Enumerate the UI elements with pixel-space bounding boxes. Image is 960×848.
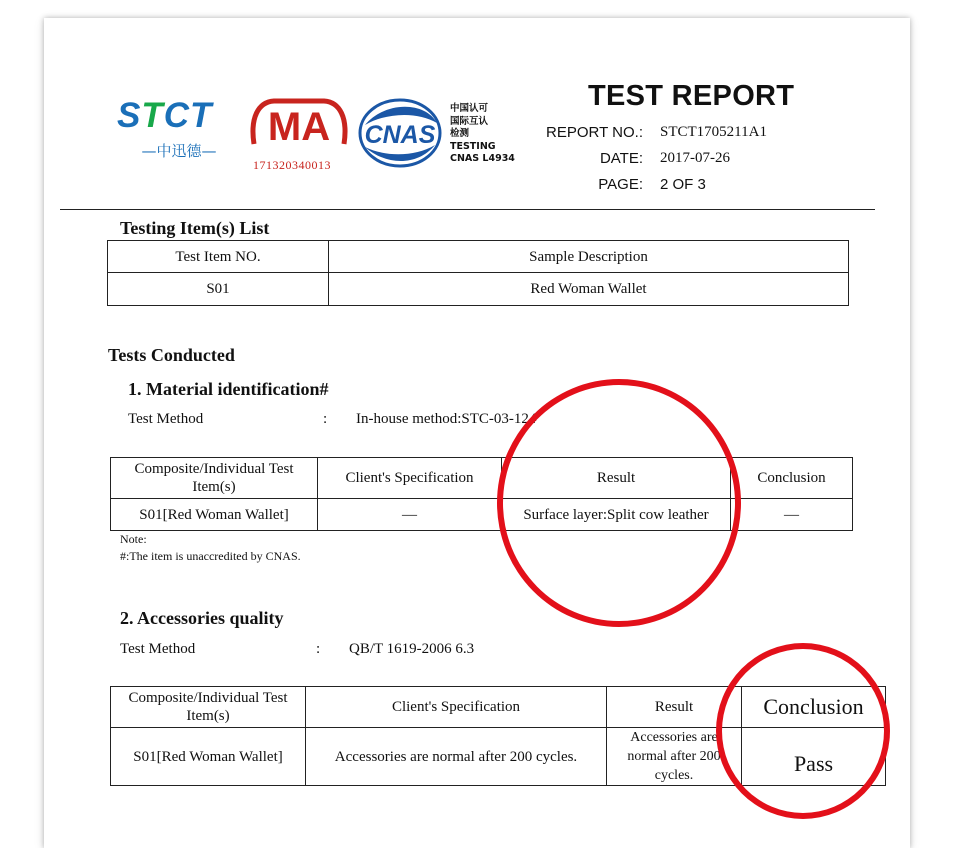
cma-logo xyxy=(250,98,348,148)
cma-letters: MA xyxy=(267,105,331,148)
section-2-method-label: Test Method xyxy=(120,641,196,657)
col-header-conclusion: Conclusion xyxy=(742,687,886,728)
cell-test-item: S01[Red Woman Wallet] xyxy=(111,728,306,786)
testing-items-table xyxy=(107,240,849,306)
col-header-client-spec: Client's Specification xyxy=(306,687,607,728)
header-divider xyxy=(60,209,875,210)
note-text: #:The item is unaccredited by CNAS. xyxy=(120,549,301,563)
tests-conducted-heading: Tests Conducted xyxy=(108,345,235,365)
table-row xyxy=(108,273,849,306)
date-label: DATE: xyxy=(599,150,643,167)
table-row xyxy=(111,499,853,531)
report-no-label: REPORT NO.: xyxy=(546,124,643,141)
col-header-conclusion: Conclusion xyxy=(731,458,853,499)
col-header-item-no: Test Item NO. xyxy=(108,241,329,273)
testing-items-heading: Testing Item(s) List xyxy=(120,218,270,238)
cell-conclusion: Pass xyxy=(742,728,886,786)
section-1-results-table xyxy=(110,457,853,531)
col-header-result: Result xyxy=(502,458,731,499)
section-1-title: 1. Material identification# xyxy=(128,379,329,399)
report-no-value: STCT1705211A1 xyxy=(660,124,767,140)
cnas-logo xyxy=(355,97,445,169)
cell-client-spec: — xyxy=(318,499,502,531)
stct-logo: STCT xyxy=(117,96,213,135)
col-header-test-item: Composite/Individual Test Item(s) xyxy=(111,687,306,728)
section-1-method-label: Test Method xyxy=(128,411,204,427)
cell-item-no: S01 xyxy=(108,273,329,306)
cma-number: 171320340013 xyxy=(253,158,331,172)
col-header-client-spec: Client's Specification xyxy=(318,458,502,499)
table-row xyxy=(111,728,886,786)
table-header-row xyxy=(108,241,849,273)
report-title: TEST REPORT xyxy=(588,80,795,112)
section-2-title: 2. Accessories quality xyxy=(120,608,284,628)
col-header-test-item: Composite/Individual Test Item(s) xyxy=(111,458,318,499)
section-1-method-value: In-house method:STC-03-124 xyxy=(356,411,537,427)
cell-result: Accessories are normal after 200 cycles. xyxy=(607,728,742,786)
page-label: PAGE: xyxy=(598,176,643,193)
cell-test-item: S01[Red Woman Wallet] xyxy=(111,499,318,531)
section-2-method-colon: : xyxy=(316,641,321,657)
table-header-row xyxy=(111,458,853,499)
col-header-result: Result xyxy=(607,687,742,728)
cnas-accreditation-text: 中国认可 国际互认 检测 TESTING CNAS L4934 xyxy=(450,103,515,164)
date-value: 2017-07-26 xyxy=(660,150,730,166)
section-2-results-table xyxy=(110,686,886,786)
col-header-sample-description: Sample Description xyxy=(329,241,849,273)
note-label: Note: xyxy=(120,532,147,546)
cell-sample-description: Red Woman Wallet xyxy=(329,273,849,306)
cnas-letters: CNAS xyxy=(364,121,436,149)
stct-logo-subtitle: —中迅德— xyxy=(141,142,217,160)
section-1-method-colon: : xyxy=(323,411,328,427)
page-value: 2 OF 3 xyxy=(660,176,706,193)
cell-result: Surface layer:Split cow leather xyxy=(502,499,731,531)
section-2-method-value: QB/T 1619-2006 6.3 xyxy=(349,641,475,657)
cell-conclusion: — xyxy=(731,499,853,531)
table-header-row xyxy=(111,687,886,728)
cell-client-spec: Accessories are normal after 200 cycles. xyxy=(306,728,607,786)
